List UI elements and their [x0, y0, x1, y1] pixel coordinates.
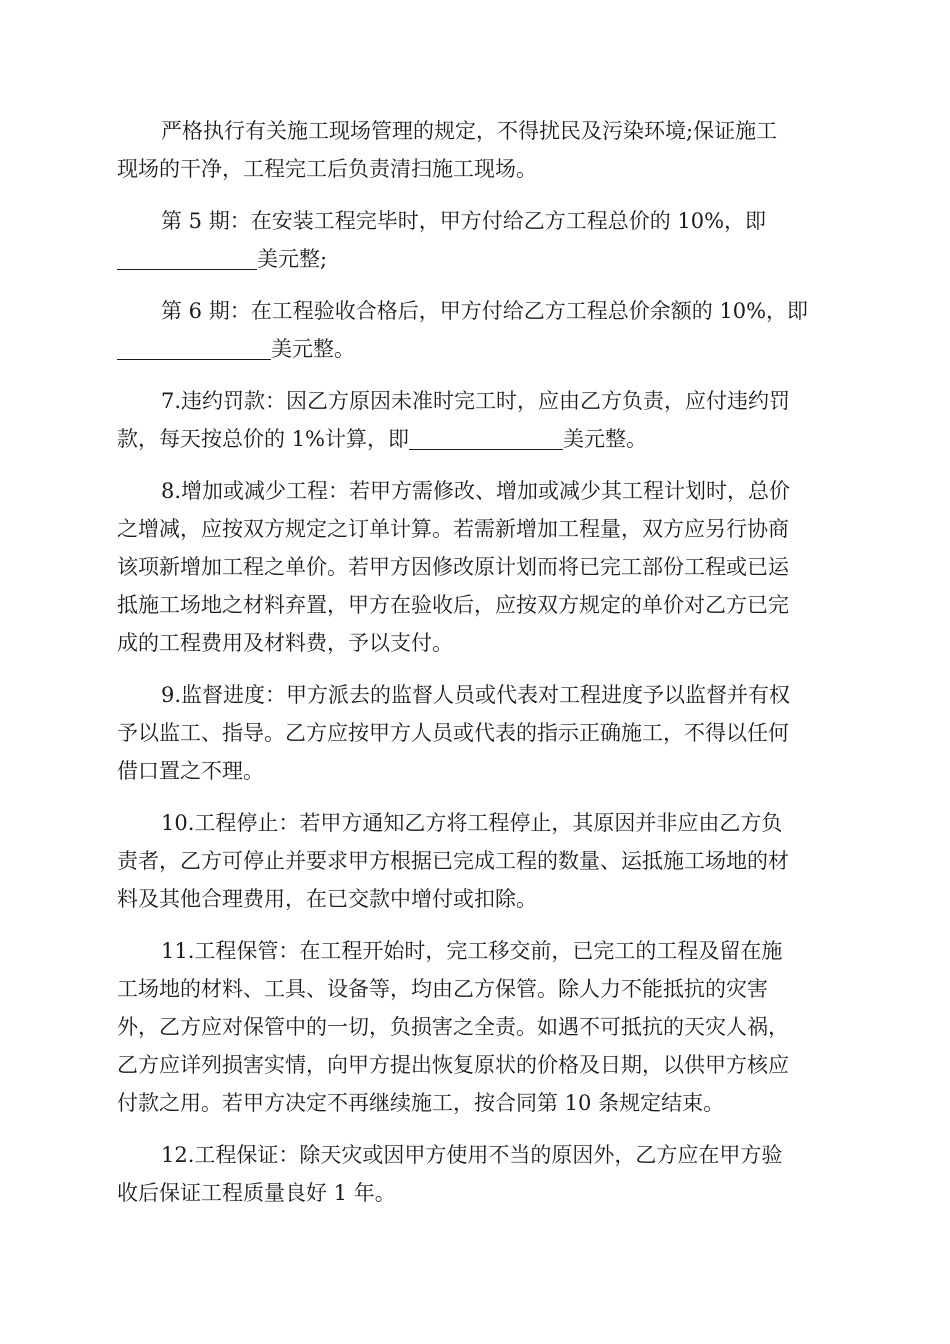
paragraph-work-stoppage [117, 804, 829, 918]
text-line: 成的工程费用及材料费，予以支付。 [117, 631, 453, 655]
text-line: 借口置之不理。 [117, 759, 264, 783]
text-line: 11.工程保管：在工程开始时，完工移交前，已完工的工程及留在施 [161, 939, 783, 963]
paragraph-change-of-work [117, 472, 829, 662]
text-line: 该项新增加工程之单价。若甲方因修改原计划而将已完工部份工程或已运 [117, 555, 789, 579]
text-line [117, 240, 829, 278]
text-line: 抵施工场地之材料弃置，甲方在验收后，应按双方规定的单价对乙方已完 [117, 593, 789, 617]
amount-blank [409, 427, 563, 450]
text-fragment: 美元整; [257, 247, 328, 271]
paragraph-supervision [117, 676, 829, 790]
text-line: 乙方应详列损害实情，向甲方提出恢复原状的价格及日期，以供甲方核应 [117, 1053, 789, 1077]
text-line: 外，乙方应对保管中的一切，负损害之全责。如遇不可抵抗的天灾人祸， [117, 1015, 789, 1039]
text-line: 8.增加或减少工程：若甲方需修改、增加或减少其工程计划时，总价 [161, 479, 791, 503]
text-fragment: 美元整。 [271, 337, 355, 361]
paragraph-custody [117, 932, 829, 1122]
paragraph-site-management [117, 112, 829, 188]
text-line: 收后保证工程质量良好 1 年。 [117, 1181, 396, 1205]
paragraph-penalty [117, 382, 829, 458]
text-line: 付款之用。若甲方决定不再继续施工，按合同第 10 条规定结束。 [117, 1091, 725, 1115]
text-line: 第 5 期：在安装工程完毕时，甲方付给乙方工程总价的 10%，即 [161, 209, 767, 233]
text-fragment: 美元整。 [563, 427, 647, 451]
text-line: 7.违约罚款：因乙方原因未准时完工时，应由乙方负责，应付违约罚 [161, 389, 791, 413]
text-line: 现场的干净，工程完工后负责清扫施工现场。 [117, 157, 537, 181]
text-line: 料及其他合理费用，在已交款中增付或扣除。 [117, 887, 537, 911]
paragraph-payment-phase-5 [117, 202, 829, 278]
text-line: 10.工程停止：若甲方通知乙方将工程停止，其原因并非应由乙方负 [161, 811, 783, 835]
text-line: 工场地的材料、工具、设备等，均由乙方保管。除人力不能抵抗的灾害 [117, 977, 768, 1001]
text-line: 9.监督进度：甲方派去的监督人员或代表对工程进度予以监督并有权 [161, 683, 791, 707]
text-line: 严格执行有关施工现场管理的规定，不得扰民及污染环境;保证施工 [161, 119, 778, 143]
text-line [117, 420, 829, 458]
text-line: 12.工程保证：除天灾或因甲方使用不当的原因外，乙方应在甲方验 [161, 1143, 783, 1167]
paragraph-payment-phase-6 [117, 292, 829, 368]
text-fragment: 款，每天按总价的 1%计算，即 [117, 427, 409, 451]
amount-blank [117, 247, 257, 270]
document-page [117, 112, 829, 1226]
text-line: 予以监工、指导。乙方应按甲方人员或代表的指示正确施工，不得以任何 [117, 721, 789, 745]
text-line: 第 6 期：在工程验收合格后，甲方付给乙方工程总价余额的 10%，即 [161, 299, 809, 323]
text-line: 之增减，应按双方规定之订单计算。若需新增加工程量，双方应另行协商 [117, 517, 789, 541]
text-line [117, 330, 829, 368]
paragraph-warranty [117, 1136, 829, 1212]
amount-blank [117, 337, 271, 360]
text-line: 责者，乙方可停止并要求甲方根据已完成工程的数量、运抵施工场地的材 [117, 849, 789, 873]
